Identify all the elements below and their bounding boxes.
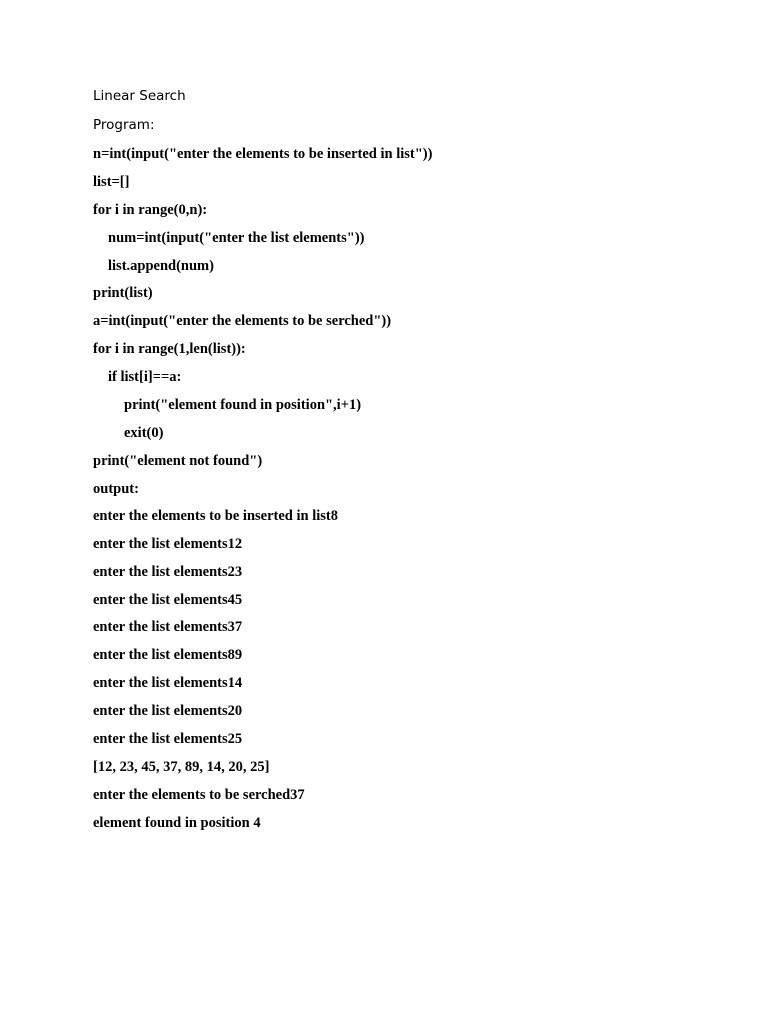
output-label: output: — [93, 481, 139, 497]
code-line: print("element not found") — [93, 453, 263, 469]
code-line: print(list) — [93, 285, 153, 301]
output-line: enter the elements to be serched37 — [93, 787, 305, 803]
output-line: enter the list elements25 — [93, 731, 243, 747]
output-line: enter the list elements12 — [93, 536, 243, 552]
code-line: a=int(input("enter the elements to be serched")) — [93, 313, 392, 329]
output-line: [12, 23, 45, 37, 89, 14, 20, 25] — [93, 759, 270, 775]
output-line: element found in position 4 — [93, 815, 261, 831]
code-line: exit(0) — [124, 425, 164, 441]
output-line: enter the list elements20 — [93, 703, 243, 719]
output-line: enter the list elements37 — [93, 619, 243, 635]
document-title: Linear Search — [93, 88, 186, 104]
code-line: for i in range(0,n): — [93, 202, 208, 218]
code-line: n=int(input("enter the elements to be inserted in list")) — [93, 146, 433, 162]
output-line: enter the elements to be inserted in list8 — [93, 508, 338, 524]
output-line: enter the list elements89 — [93, 647, 243, 663]
code-line: num=int(input("enter the list elements")) — [108, 230, 365, 246]
code-line: list=[] — [93, 174, 130, 190]
code-line: for i in range(1,len(list)): — [93, 341, 246, 357]
output-line: enter the list elements23 — [93, 564, 243, 580]
code-line: print("element found in position",i+1) — [124, 397, 362, 413]
output-line: enter the list elements45 — [93, 592, 243, 608]
program-label: Program: — [93, 117, 155, 133]
code-line: if list[i]==a: — [108, 369, 182, 385]
code-line: list.append(num) — [108, 258, 214, 274]
output-line: enter the list elements14 — [93, 675, 243, 691]
